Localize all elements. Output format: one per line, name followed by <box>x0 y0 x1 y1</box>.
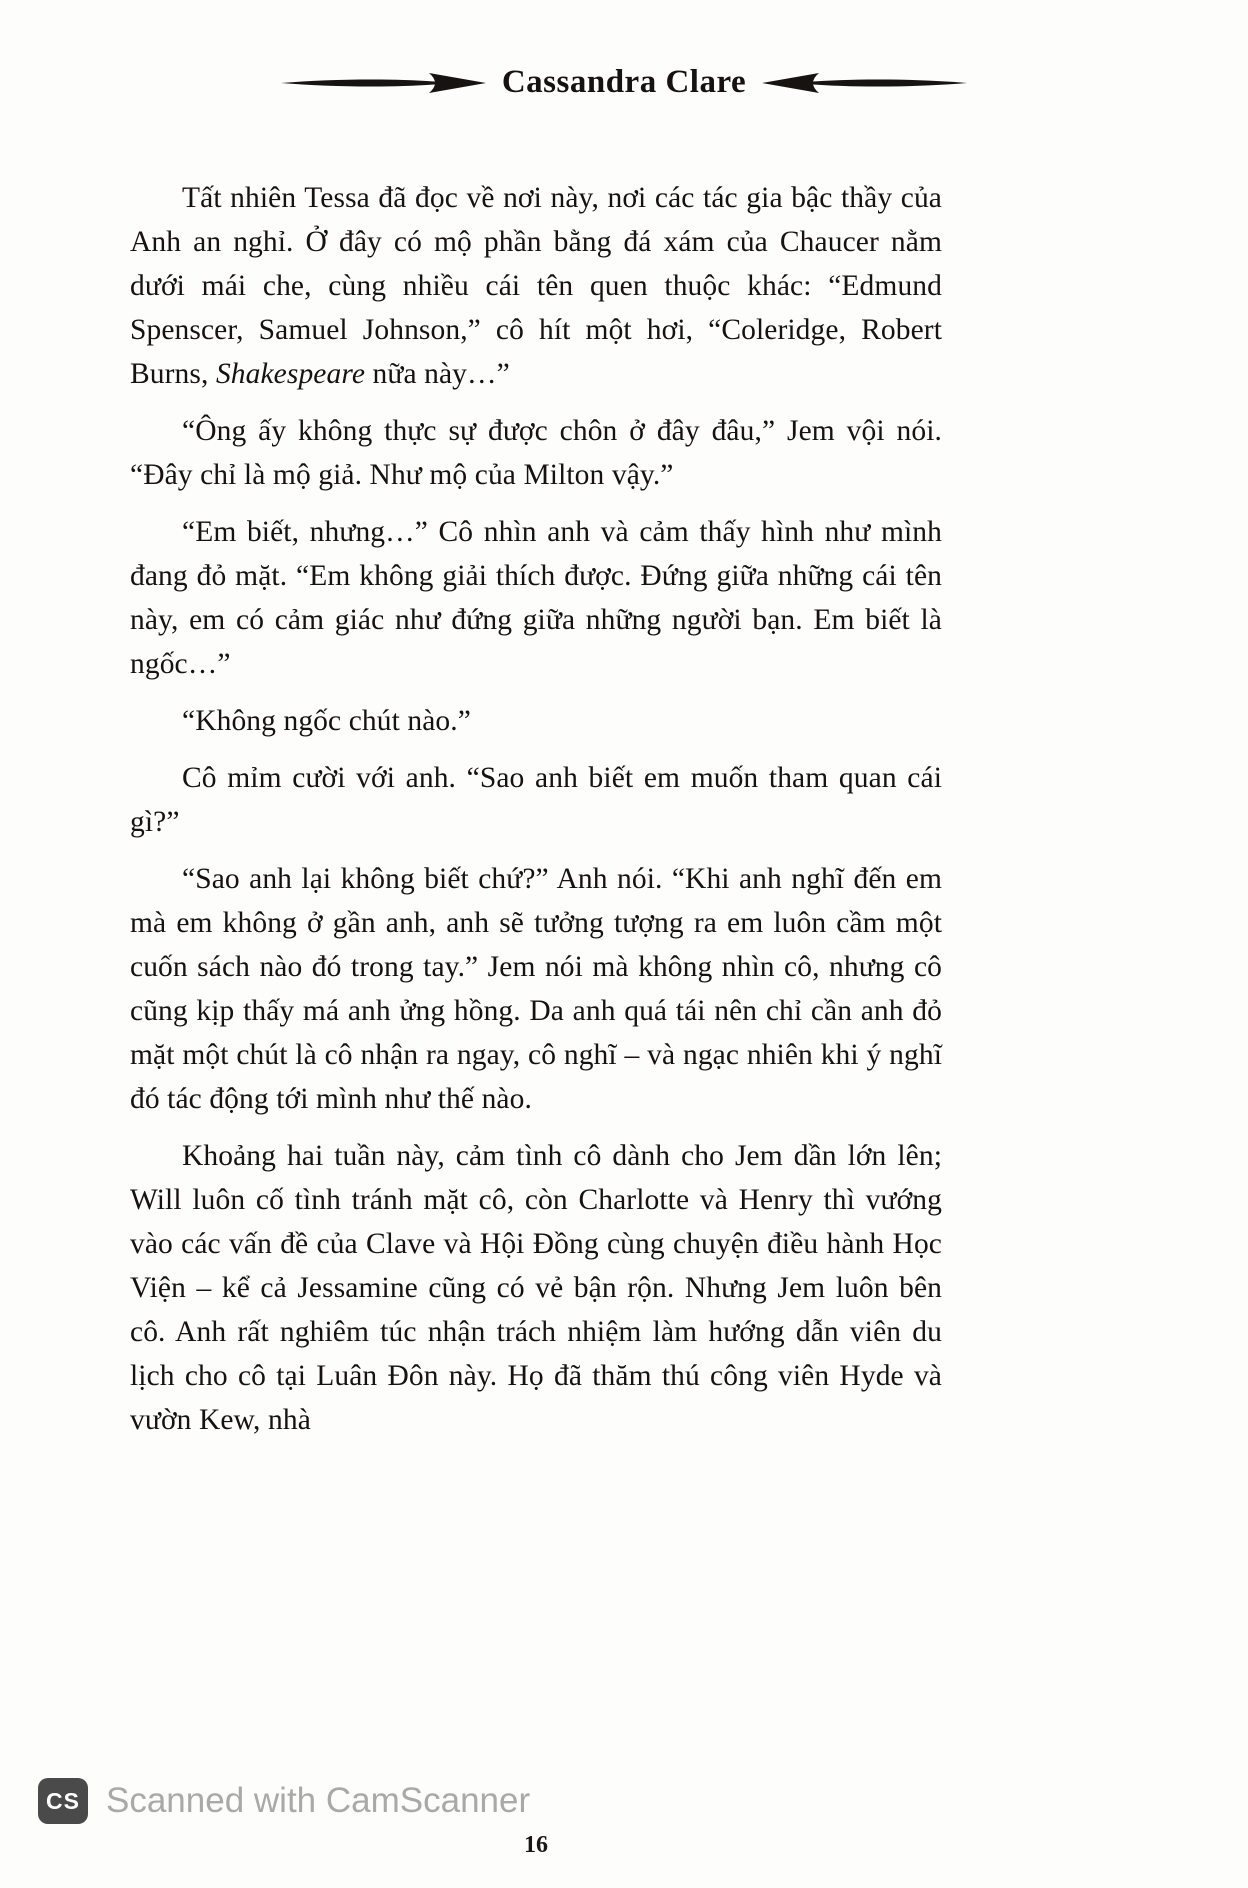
author-name: Cassandra Clare <box>501 64 747 100</box>
running-header <box>0 64 1248 101</box>
camscanner-watermark <box>38 1778 530 1824</box>
paragraph-2: “Ông ấy không thực sự được chôn ở đây đâu,” Jem vội nói. “Đây chỉ là mộ giả. Như mộ của Milton vậy.” <box>130 415 942 491</box>
camscanner-watermark-text: Scanned with CamScanner <box>106 1781 531 1820</box>
paragraph-3: “Em biết, nhưng…” Cô nhìn anh và cảm thấy hình như mình đang đỏ mặt. “Em không giải thích được. Đứng giữa những cái tên này, em có cảm giác như đứng giữa những người bạn. Em biết là ngốc…” <box>130 516 942 680</box>
paragraph-7: Khoảng hai tuần này, cảm tình cô dành cho Jem dần lớn lên; Will luôn cố tình tránh mặt cô, còn Charlotte và Henry thì vướng vào các vấn đề của Clave và Hội Đồng cùng chuyện điều hành Học Viện – kể cả Jessamine cũng có vẻ bận rộn. Nhưng Jem luôn bên cô. Anh rất nghiêm túc nhận trách nhiệm làm hướng dẫn viên du lịch cho cô tại Luân Đôn này. Họ đã thăm thú công viên Hyde và vườn Kew, nhà <box>130 1140 942 1436</box>
header-flourish-right-icon <box>762 73 967 93</box>
page-body <box>130 176 942 1455</box>
paragraph-1-text: Tất nhiên Tessa đã đọc về nơi này, nơi các tác gia bậc thầy của Anh an nghỉ. Ở đây có mộ phần bằng đá xám của Chaucer nằm dưới mái che, cùng nhiều cái tên quen thuộc khác: “Edmund Spenscer, Samuel Johnson,” cô hít một hơi, “Coleridge, Robert Burns, <box>130 182 942 390</box>
paragraph-1 <box>130 176 942 396</box>
page-number: 16 <box>524 1832 548 1858</box>
paragraph-5: Cô mỉm cười với anh. “Sao anh biết em muốn tham quan cái gì?” <box>130 762 942 838</box>
paragraph-1-italic-title: Shakespeare <box>215 358 366 390</box>
paragraph-4: “Không ngốc chút nào.” <box>182 705 471 737</box>
header-flourish-left-icon <box>281 73 486 93</box>
paragraph-6: “Sao anh lại không biết chứ?” Anh nói. “Khi anh nghĩ đến em mà em không ở gần anh, anh sẽ tưởng tượng ra em luôn cầm một cuốn sách nào đó trong tay.” Jem nói mà không nhìn cô, nhưng cô cũng kịp thấy má anh ửng hồng. Da anh quá tái nên chỉ cần anh đỏ mặt một chút là cô nhận ra ngay, cô nghĩ – và ngạc nhiên khi ý nghĩ đó tác động tới mình như thế nào. <box>130 863 942 1115</box>
camscanner-logo-icon: CS <box>38 1778 88 1824</box>
paragraph-1-text-end: nữa này…” <box>365 358 510 390</box>
